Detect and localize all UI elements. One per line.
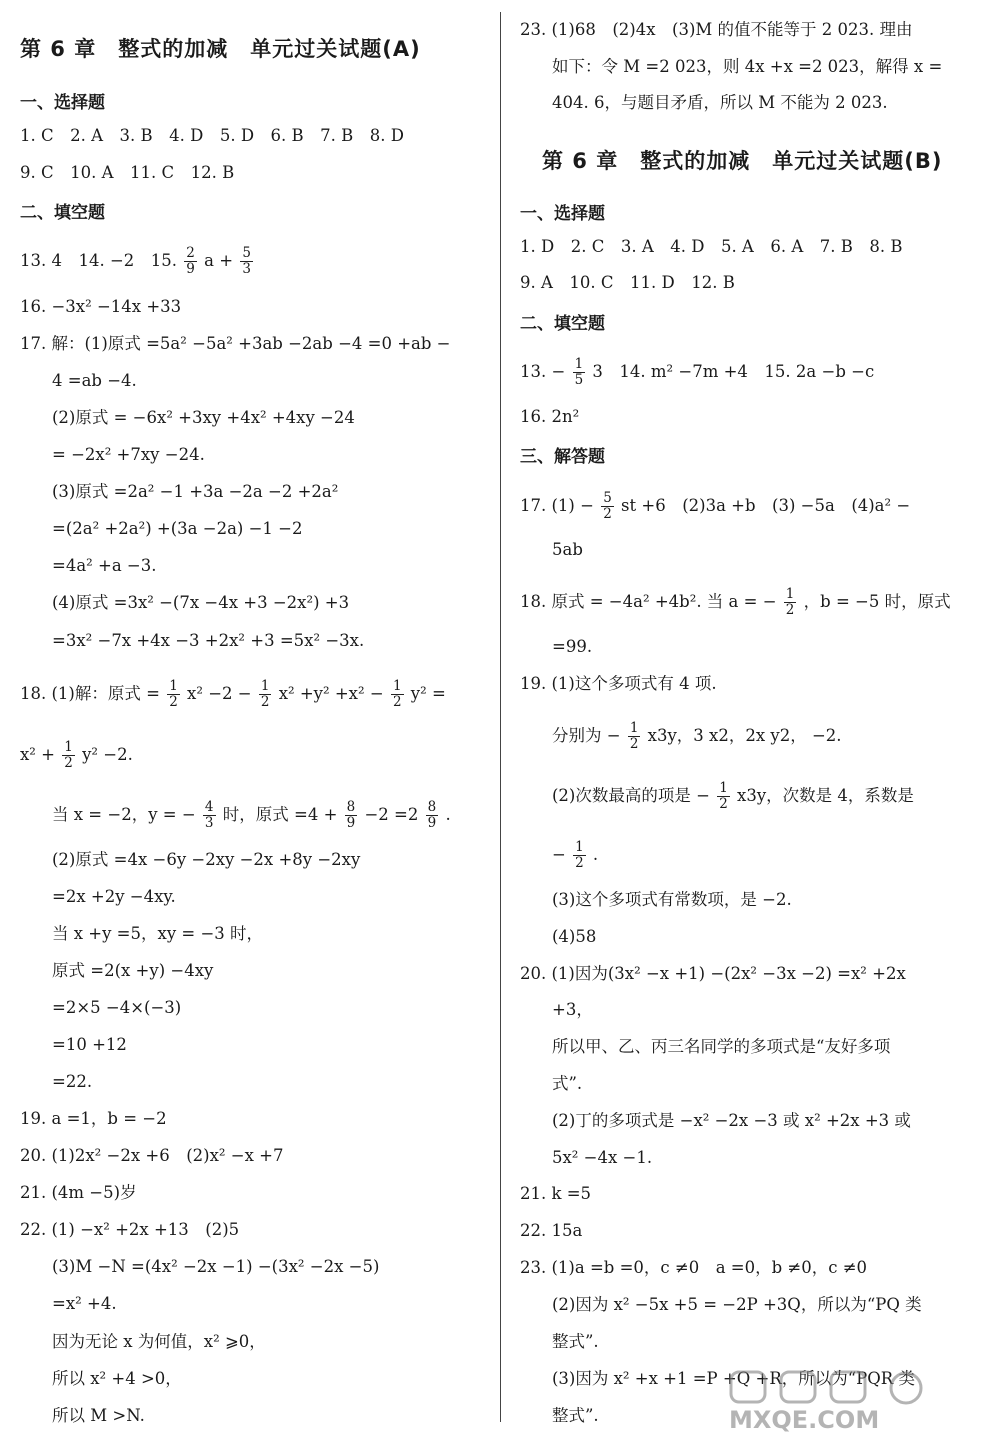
answer-text: a + [204, 251, 234, 270]
answer-line: 21. k =5 [520, 1184, 592, 1203]
answer-line: (3)因为 x² +x +1 =P +Q +R，所以为“PQR 类 [552, 1369, 915, 1388]
watermark-shape [831, 1372, 865, 1402]
denominator: 2 [785, 602, 795, 618]
answer-line: 22. 15a [520, 1221, 583, 1240]
answer-line: =10 +12 [52, 1035, 127, 1054]
answer-text: x² −2 − [187, 684, 252, 703]
fraction [628, 721, 641, 752]
answer-text: − [552, 845, 566, 864]
answer-text: 18. (1)解：原式 = [20, 684, 160, 703]
answer-line: 22. (1) −x² +2x +13 (2)5 [20, 1220, 240, 1239]
numerator: 1 [629, 720, 639, 736]
choice-heading-b: 一、选择题 [520, 204, 605, 224]
answer-line: =22. [52, 1072, 93, 1091]
fraction [601, 491, 614, 522]
watermark-shape [731, 1372, 765, 1402]
answer-line: =(2a² +2a²) +(3a −2a) −1 −2 [52, 519, 303, 538]
denominator: 9 [186, 261, 195, 277]
answer-text: 3 14. m² −7m +4 15. 2a −b −c [592, 362, 875, 381]
fraction [259, 679, 272, 710]
denominator: 5 [574, 372, 584, 388]
answer-line: 式”. [552, 1074, 583, 1093]
answer-line: 16. 2n² [520, 407, 580, 426]
answer-text: 当 x = −2，y = − [52, 805, 196, 824]
answer-line: 17. 解：(1)原式 =5a² −5a² +3ab −2ab −4 =0 +ab − [20, 334, 451, 353]
answer-line: 9. A 10. C 11. D 12. B [520, 273, 735, 292]
numerator: 1 [719, 780, 728, 796]
answer-line: 19. a =1，b = −2 [20, 1109, 167, 1128]
answer-text: 13. − [520, 362, 566, 381]
answer-line: 整式”. [552, 1406, 599, 1425]
watermark-shape [891, 1373, 921, 1403]
denominator: 2 [629, 736, 639, 752]
answer-text: 时，原式 =4 + [222, 805, 338, 824]
answer-line: 5ab [552, 540, 583, 559]
section-title-b: 第 6 章 整式的加减 单元过关试题(B) [542, 149, 943, 173]
answer-line-13 [20, 246, 255, 277]
watermark-text: MXQE.COM [729, 1406, 880, 1432]
answer-line-13 [520, 357, 874, 388]
answer-line: = −2x² +7xy −24. [52, 445, 205, 464]
numerator: 5 [603, 490, 612, 506]
answer-line: =2×5 −4×(−3) [52, 998, 182, 1017]
answer-text: y² = [410, 684, 446, 703]
fraction [167, 679, 180, 710]
answer-line-17 [520, 491, 910, 522]
fraction [573, 840, 586, 871]
answer-line: +3， [552, 1000, 593, 1019]
fraction [573, 357, 586, 388]
answer-line: (4)原式 =3x² −(7x −4x +3 −2x²) +3 [52, 593, 350, 612]
column-divider [500, 12, 501, 1422]
answer-line: 整式”. [552, 1332, 599, 1351]
answer-line: (2)因为 x² −5x +5 = −2P +3Q，所以为“PQ 类 [552, 1295, 922, 1314]
answer-line [52, 800, 451, 831]
answer-text: x3y，3 x2，2x y2， −2. [647, 726, 842, 745]
watermark-shape [781, 1372, 815, 1402]
numerator: 1 [169, 678, 178, 694]
answer-line: 因为无论 x 为何值，x² ⩾0， [52, 1332, 266, 1351]
numerator: 1 [575, 839, 584, 855]
answer-text: (2)次数最高的项是 − [552, 786, 710, 805]
answer-line: =4a² +a −3. [52, 556, 157, 575]
answer-line: 所以 M >N. [52, 1406, 145, 1425]
answer-line: 原式 =2(x +y) −4xy [52, 961, 214, 980]
answer-text: . [592, 845, 599, 864]
answer-text: ，b = −5 时，原式 [803, 592, 951, 611]
denominator: 9 [346, 815, 356, 831]
denominator: 2 [575, 855, 584, 871]
watermark-logo [721, 1370, 986, 1432]
answer-line [552, 781, 914, 812]
numerator: 1 [785, 586, 795, 602]
fraction [391, 679, 404, 710]
fraction [62, 740, 75, 771]
numerator: 1 [574, 356, 584, 372]
numerator: 1 [64, 739, 73, 755]
answer-line [552, 721, 842, 752]
denominator: 3 [242, 261, 251, 277]
answer-line [20, 740, 133, 771]
fill-heading-b: 二、填空题 [520, 314, 605, 334]
answer-line: (3)原式 =2a² −1 +3a −2a −2 +2a² [52, 482, 339, 501]
answer-text: 17. (1) − [520, 496, 594, 515]
answer-line: 4 =ab −4. [52, 371, 137, 390]
answer-text: st +6 (2)3a +b (3) −5a (4)a² − [621, 496, 911, 515]
numerator: 4 [204, 799, 214, 815]
answer-line: 23. (1)68 (2)4x (3)M 的值不能等于 2 023. 理由 [520, 20, 913, 39]
answer-line: 19. (1)这个多项式有 4 项. [520, 674, 717, 693]
section-title-a: 第 6 章 整式的加减 单元过关试题(A) [20, 37, 421, 61]
answer-line-18 [520, 587, 951, 618]
fraction [203, 800, 216, 831]
denominator: 2 [260, 694, 270, 710]
fraction [784, 587, 797, 618]
answer-line: (4)58 [552, 927, 597, 946]
numerator: 1 [392, 678, 402, 694]
answer-line: =99. [552, 637, 593, 656]
answer-line: 404. 6，与题目矛盾，所以 M 不能为 2 023. [552, 93, 888, 112]
denominator: 2 [719, 796, 728, 812]
answer-line: 20. (1)因为(3x² −x +1) −(2x² −3x −2) =x² +2x [520, 964, 906, 983]
answer-line: 20. (1)2x² −2x +6 (2)x² −x +7 [20, 1146, 284, 1165]
answer-line: =2x +2y −4xy. [52, 887, 176, 906]
fraction [184, 246, 197, 277]
answer-line: (2)原式 =4x −6y −2xy −2x +8y −2xy [52, 850, 361, 869]
answer-text: x² + [20, 745, 55, 764]
answer-text: 18. 原式 = −4a² +4b². 当 a = − [520, 592, 777, 611]
solve-heading-b: 三、解答题 [520, 447, 605, 467]
answer-line: 所以 x² +4 >0， [52, 1369, 182, 1388]
answer-text: −2 =2 [364, 805, 419, 824]
answer-line: 9. C 10. A 11. C 12. B [20, 163, 235, 182]
answer-line: (3)这个多项式有常数项，是 −2. [552, 890, 792, 909]
numerator: 8 [427, 799, 437, 815]
answer-line: (3)M −N =(4x² −2x −1) −(3x² −2x −5) [52, 1257, 380, 1276]
numerator: 8 [346, 799, 356, 815]
answer-text: x² +y² +x² − [278, 684, 384, 703]
numerator: 5 [242, 245, 251, 261]
answer-text: 分别为 − [552, 726, 621, 745]
numerator: 2 [186, 245, 195, 261]
answer-line: 当 x +y =5，xy = −3 时， [52, 924, 264, 943]
answer-line-18 [20, 679, 446, 710]
answer-line: 1. C 2. A 3. B 4. D 5. D 6. B 7. B 8. D [20, 126, 405, 145]
numerator: 1 [260, 678, 270, 694]
answer-text: y² −2. [82, 745, 133, 764]
answer-text: 13. 4 14. −2 15. [20, 251, 178, 270]
fill-heading-a: 二、填空题 [20, 203, 105, 223]
fraction [240, 246, 253, 277]
answer-line: 1. D 2. C 3. A 4. D 5. A 6. A 7. B 8. B [520, 237, 903, 256]
fraction [717, 781, 730, 812]
answer-line: 23. (1)a =b =0，c ≠0 a =0，b ≠0，c ≠0 [520, 1258, 868, 1277]
answer-line: =3x² −7x +4x −3 +2x² +3 =5x² −3x. [52, 631, 365, 650]
denominator: 3 [204, 815, 214, 831]
answer-line: (2)原式 = −6x² +3xy +4x² +4xy −24 [52, 408, 355, 427]
fraction [426, 800, 439, 831]
answer-line: 5x² −4x −1. [552, 1148, 653, 1167]
answer-line [552, 840, 598, 871]
answer-line: 16. −3x² −14x +33 [20, 297, 182, 316]
denominator: 2 [169, 694, 178, 710]
answer-text: x3y，次数是 4，系数是 [737, 786, 914, 805]
denominator: 2 [64, 755, 73, 771]
answer-text: . [445, 805, 451, 824]
answer-line: 21. (4m −5)岁 [20, 1183, 137, 1202]
denominator: 2 [603, 506, 612, 522]
answer-line: 如下：令 M =2 023，则 4x +x =2 023，解得 x = [552, 57, 943, 76]
answer-line: (2)丁的多项式是 −x² −2x −3 或 x² +2x +3 或 [552, 1111, 911, 1130]
choice-heading-a: 一、选择题 [20, 93, 105, 113]
denominator: 2 [392, 694, 402, 710]
denominator: 9 [427, 815, 437, 831]
answer-line: 所以甲、乙、丙三名同学的多项式是“友好多项 [552, 1037, 891, 1056]
answer-line: =x² +4. [52, 1294, 117, 1313]
fraction [345, 800, 358, 831]
